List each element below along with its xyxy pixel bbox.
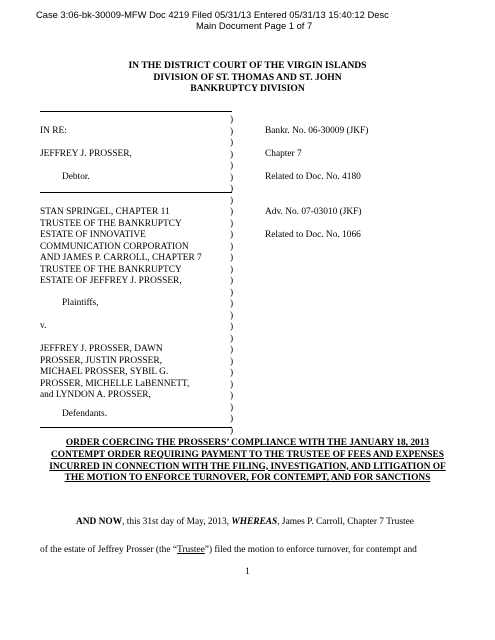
defendant-line: and LYNDON A. PROSSER,	[40, 390, 151, 400]
caption-top-rule	[40, 111, 232, 112]
caption-bottom-rule	[40, 427, 232, 428]
ecf-header-stamp	[36, 9, 389, 31]
caption-defendants-label: Defendants.	[62, 409, 108, 419]
defendant-line: PROSSER, MICHELLE LaBENNETT,	[40, 378, 190, 389]
defendant-line: PROSSER, JUSTIN PROSSER,	[40, 355, 162, 366]
caption-middle-rule	[40, 192, 232, 193]
plaintiff-line: TRUSTEE OF THE BANKRUPTCY	[40, 218, 182, 229]
court-heading	[0, 60, 495, 95]
order-title: ORDER COERCING THE PROSSERS’ COMPLIANCE WITH THE JANUARY 18, 2013 CONTEMPT ORDER REQUIRING PAYMENT TO THE TRUSTEE OF FEES AND EXPENSES INCURRED IN CONNECTION WITH THE FILING, INVESTIGATION, AND LITIGATION OF THE MOTION TO ENFORCE TURNOVER, FOR CONTEMPT, AND FOR SANCTIONS	[49, 438, 446, 484]
plaintiff-line: COMMUNICATION CORPORATION	[40, 241, 189, 252]
court-name: IN THE DISTRICT COURT OF THE VIRGIN ISLANDS	[128, 60, 367, 71]
and-now-phrase: AND NOW	[76, 517, 123, 527]
plaintiff-line: ESTATE OF INNOVATIVE	[40, 230, 146, 240]
caption-debtor-name: JEFFREY J. PROSSER,	[40, 149, 132, 159]
caption-plaintiffs-block	[40, 207, 202, 288]
page-number: 1	[245, 567, 250, 577]
ecf-case-line: Case 3:06-bk-30009-MFW Doc 4219 Filed 05/31/13 Entered 05/31/13 15:40:12 Desc	[36, 9, 389, 20]
whereas-phrase: WHEREAS	[231, 517, 278, 527]
chapter-label: Chapter 7	[265, 149, 302, 159]
court-division: DIVISION OF ST. THOMAS AND ST. JOHN	[153, 71, 342, 83]
caption-debtor-label: Debtor.	[62, 172, 90, 182]
plaintiff-line: TRUSTEE OF THE BANKRUPTCY	[40, 264, 182, 275]
plaintiff-line: AND JAMES P. CARROLL, CHAPTER 7	[40, 253, 202, 263]
related-doc-main: Related to Doc. No. 4180	[265, 172, 361, 182]
caption-versus: v.	[40, 321, 47, 331]
body-line-1: AND NOW, this 31st day of May, 2013, WHEREAS, James P. Carroll, Chapter 7 Trustee	[76, 517, 414, 527]
bankruptcy-number: Bankr. No. 06-30009 (JKF)	[265, 126, 369, 136]
related-doc-adversary: Related to Doc. No. 1066	[265, 230, 361, 240]
ecf-page-line: Main Document Page 1 of 7	[196, 20, 313, 31]
caption-defendants-block	[40, 344, 189, 402]
body-line-2: of the estate of Jeffrey Prosser (the “Trustee”) filed the motion to enforce turnover, for contempt and	[40, 545, 417, 555]
plaintiff-line: ESTATE OF JEFFREY J. PROSSER,	[40, 276, 182, 286]
caption-paren-column: ) ) ) ) ) ) ) ) ) ) ) ) ) ) ) ) ) ) ) ) ) ) ) ) ) ) ) )	[230, 115, 234, 436]
defendant-line: JEFFREY J. PROSSER, DAWN	[40, 344, 163, 354]
defined-term-trustee: Trustee	[177, 545, 205, 555]
caption-in-re: IN RE:	[40, 126, 67, 136]
caption-plaintiffs-label: Plaintiffs,	[62, 298, 99, 308]
plaintiff-line: STAN SPRINGEL, CHAPTER 11	[40, 207, 170, 217]
adversary-number: Adv. No. 07-03010 (JKF)	[265, 207, 362, 217]
court-subdivision: BANKRUPTCY DIVISION	[190, 83, 305, 94]
defendant-line: MICHAEL PROSSER, SYBIL G.	[40, 367, 169, 377]
